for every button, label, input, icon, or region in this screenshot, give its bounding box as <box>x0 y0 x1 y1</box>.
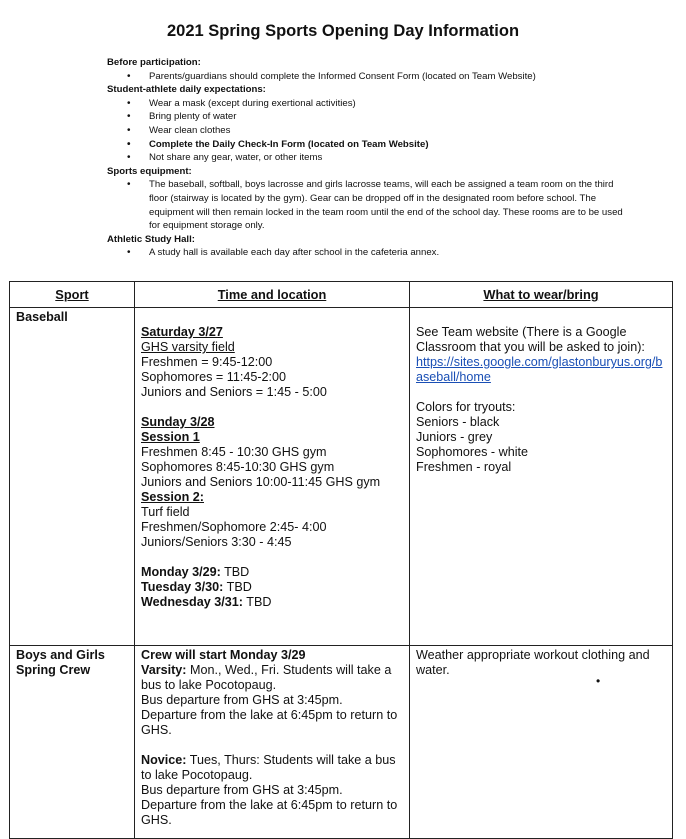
table-header-row <box>10 282 673 308</box>
list-item: • Not share any gear, water, or other items <box>149 151 627 165</box>
sat-heading: Saturday 3/27 <box>141 325 223 339</box>
before-heading: Before participation: <box>107 57 201 68</box>
table-row <box>10 308 673 646</box>
list-item: • Wear a mask (except during exertional activities) <box>149 97 627 111</box>
list-item: • Parents/guardians should complete the Informed Consent Form (located on Team Website) <box>149 70 627 84</box>
col-header-sport: Sport <box>10 282 135 308</box>
col-header-time: Time and location <box>135 282 410 308</box>
crew-wear-cell <box>410 646 673 839</box>
sport-crew: Boys and Girls Spring Crew <box>10 646 135 839</box>
tbd-line: Wednesday 3/31: TBD <box>141 595 272 609</box>
crew-start: Crew will start Monday 3/29 <box>141 648 306 662</box>
equip-list <box>107 178 627 232</box>
tbd-line: Tuesday 3/30: TBD <box>141 580 252 594</box>
page-title: 2021 Spring Sports Opening Day Information <box>166 22 520 40</box>
daily-heading: Student-athlete daily expectations: <box>107 84 266 96</box>
session1-line: Sophomores 8:45-10:30 GHS gym <box>141 460 335 474</box>
before-list <box>107 70 627 84</box>
varsity-text: Varsity: Mon., Wed., Fri. Students will take a bus to lake Pocotopaug. <box>141 663 392 692</box>
novice-line: Departure from the lake at 6:45pm to return to GHS. <box>141 798 398 827</box>
team-website-link[interactable]: https://sites.google.com/glastonburyus.org/baseball/home <box>416 355 663 384</box>
varsity-line: Bus departure from GHS at 3:45pm. <box>141 693 343 707</box>
session2-line: Turf field <box>141 505 190 519</box>
intro-section <box>107 56 627 260</box>
study-list <box>107 246 627 260</box>
wear-text: See Team website (There is a Google Classroom that you will be asked to join): <box>416 325 645 354</box>
sat-location: GHS varsity field <box>141 340 235 354</box>
colors-heading: Colors for tryouts: <box>416 400 516 414</box>
list-item: • Wear clean clothes <box>149 124 627 138</box>
sport-baseball: Baseball <box>10 308 135 646</box>
color-line: Juniors - grey <box>416 430 493 444</box>
novice-line: Bus departure from GHS at 3:45pm. <box>141 783 343 797</box>
list-item: • The baseball, softball, boys lacrosse and girls lacrosse teams, will each be assigned a team room on the third floor (stairway is located by the gym). Gear can be dropped off in the designated room before school. The equipment will then remain locked in the team room until the end of the school day. These rooms are to be used for equipment storage only. <box>149 178 627 232</box>
color-line: Freshmen - royal <box>416 460 512 474</box>
session2-line: Juniors/Seniors 3:30 - 4:45 <box>141 535 292 549</box>
baseball-wear-cell <box>410 308 673 646</box>
crew-time-cell <box>135 646 410 839</box>
session2-heading: Session 2: <box>141 490 204 504</box>
baseball-time-cell <box>135 308 410 646</box>
varsity-line: Departure from the lake at 6:45pm to return to GHS. <box>141 708 398 737</box>
crew-wear-text: Weather appropriate workout clothing and water. <box>416 648 650 677</box>
sat-line: Sophomores = 11:45-2:00 <box>141 370 287 384</box>
session1-line: Freshmen 8:45 - 10:30 GHS gym <box>141 445 327 459</box>
list-item: • Bring plenty of water <box>149 110 627 124</box>
study-heading: Athletic Study Hall: <box>107 233 195 245</box>
stray-bullet: • <box>596 674 601 688</box>
color-line: Sophomores - white <box>416 445 528 459</box>
color-line: Seniors - black <box>416 415 500 429</box>
table-row <box>10 646 673 839</box>
sat-line: Juniors and Seniors = 1:45 - 5:00 <box>141 385 327 399</box>
daily-list <box>107 97 627 165</box>
tbd-line: Monday 3/29: TBD <box>141 565 250 579</box>
session1-line: Juniors and Seniors 10:00-11:45 GHS gym <box>141 475 381 489</box>
sat-line: Freshmen = 9:45-12:00 <box>141 355 273 369</box>
session1-heading: Session 1 <box>141 430 200 444</box>
list-item: • A study hall is available each day after school in the cafeteria annex. <box>149 246 627 260</box>
schedule-table <box>9 281 673 839</box>
col-header-wear: What to wear/bring <box>410 282 673 308</box>
sun-heading: Sunday 3/28 <box>141 415 215 429</box>
novice-text: Novice: Tues, Thurs: Students will take a bus to lake Pocotopaug. <box>141 753 396 782</box>
equip-heading: Sports equipment: <box>107 165 192 177</box>
list-item: • Complete the Daily Check-In Form (located on Team Website) <box>149 138 627 152</box>
session2-line: Freshmen/Sophomore 2:45- 4:00 <box>141 520 327 534</box>
